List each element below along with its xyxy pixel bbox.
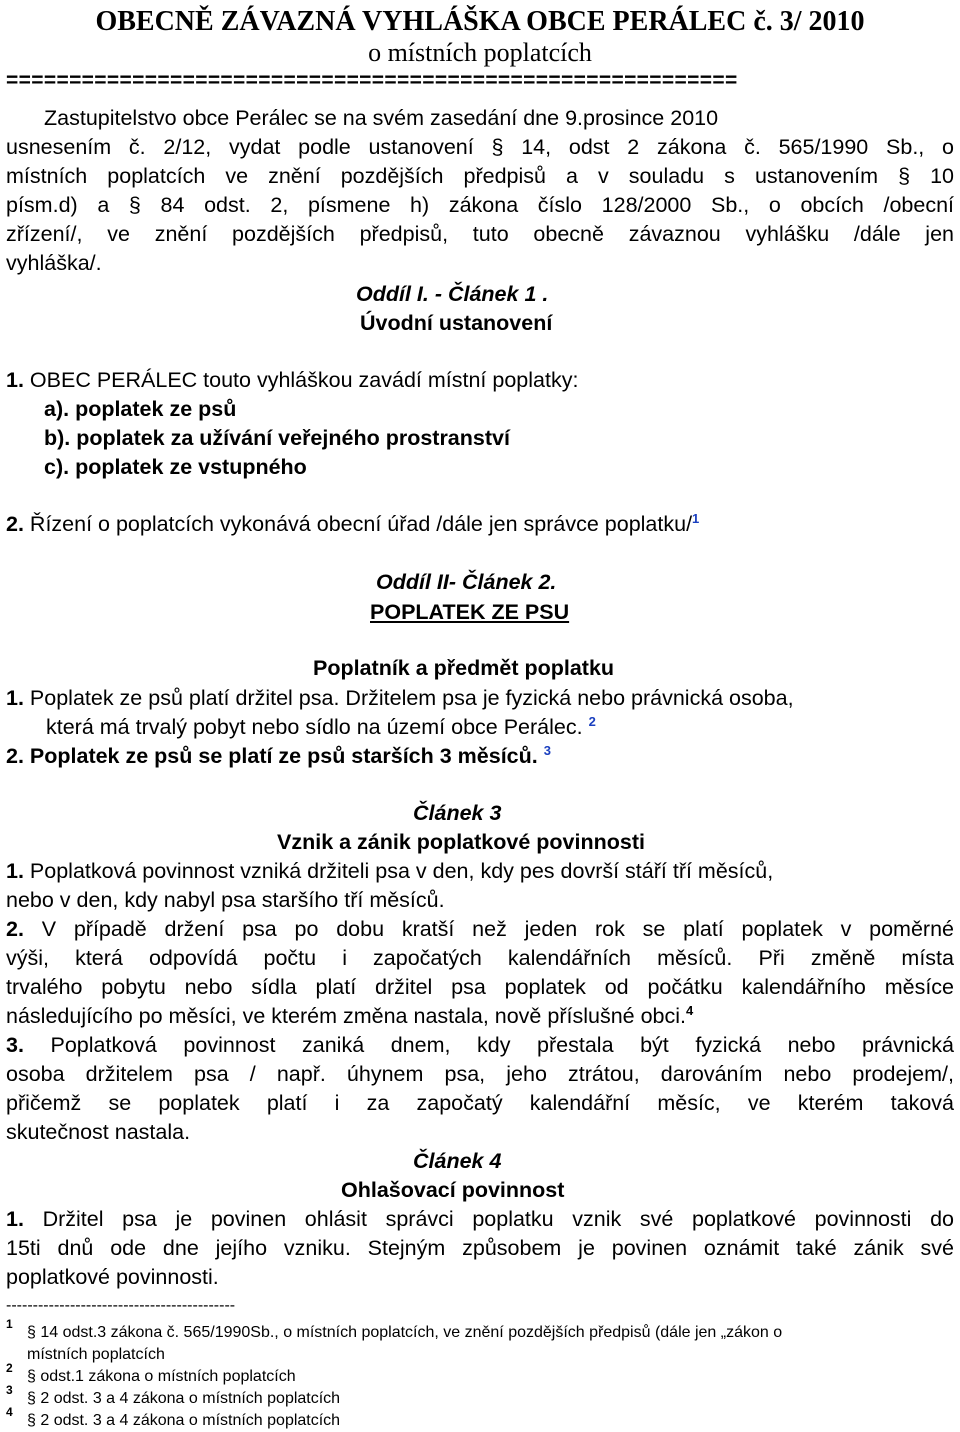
item-number: 1. xyxy=(6,1207,24,1231)
item-text: následujícího po měsíci, ve kterém změna nastala, nově příslušné obci. xyxy=(6,1004,686,1028)
article3-p2 xyxy=(6,919,954,941)
article3-heading: Článek 3 xyxy=(413,801,502,825)
section2-p1 xyxy=(6,688,794,710)
item-number: 2. xyxy=(6,917,24,941)
title-rule: ========================================================== xyxy=(6,69,738,92)
preamble-line: zřízení/, ve znění pozdějších předpisů, tuto obecně závaznou vyhlášku /dále jen xyxy=(6,222,954,246)
section2-p1-line2 xyxy=(46,714,596,739)
fee-item-a: a). poplatek ze psů xyxy=(44,397,237,421)
section2-heading: Oddíl II- Článek 2. xyxy=(376,570,557,594)
footnote-ref[interactable]: 1 xyxy=(692,511,700,526)
footnote-ref[interactable]: 2 xyxy=(588,714,596,729)
preamble-line: vyhláška/. xyxy=(6,251,102,275)
item-text: 2. Poplatek ze psů se platí ze psů starších 3 měsíců. xyxy=(6,744,544,768)
item-number: 1. xyxy=(6,686,24,710)
document-subtitle: o místních poplatcích xyxy=(368,38,592,67)
item-text: která má trvalý pobyt nebo sídlo na území obce Perálec. xyxy=(46,715,589,739)
section2-p2 xyxy=(6,743,551,768)
article4-p1-line: poplatkové povinnosti. xyxy=(6,1265,219,1289)
footnote-number: 3 xyxy=(6,1383,13,1397)
article3-subheading: Vznik a zánik poplatkové povinnosti xyxy=(277,830,645,854)
footnote-text: § 14 odst.3 zákona č. 565/1990Sb., o místních poplatcích, ve znění pozdějších předpisů (dále jen „zákon o xyxy=(27,1324,783,1341)
footnote-ref[interactable]: 4 xyxy=(686,1003,694,1018)
document-title: OBECNĚ ZÁVAZNÁ VYHLÁŠKA OBCE PERÁLEC č. 3/ 2010 xyxy=(95,6,865,37)
footnote-ref[interactable]: 3 xyxy=(543,743,551,758)
article3-p3-line: skutečnost nastala. xyxy=(6,1120,191,1144)
item-text: Poplatek ze psů platí držitel psa. xyxy=(23,686,340,710)
fee-item-c: c). poplatek ze vstupného xyxy=(44,455,307,479)
article3-p2-line: trvalého pobytu nebo sídla platí držitel psa poplatek od počátku kalendářního měsíce xyxy=(6,975,954,999)
article3-p1-line: nebo v den, kdy nabyl psa staršího tří měsíců. xyxy=(6,888,445,912)
section2-title: POPLATEK ZE PSU xyxy=(370,600,570,624)
article4-p1-line: 15ti dnů ode dne jejího vzniku. Stejným způsobem je povinen oznámit také zánik své xyxy=(6,1236,954,1260)
item-text: OBEC PERÁLEC touto vyhláškou zavádí místní poplatky: xyxy=(23,368,579,392)
article4-p1 xyxy=(6,1209,954,1231)
article3-p3-line: osoba držitelem psa / např. úhynem psa, jeho ztrátou, darováním nebo prodejem/, xyxy=(6,1062,954,1086)
footnote-number: 4 xyxy=(6,1405,13,1419)
item-text: Řízení o poplatcích vykonává obecní úřad /dále jen správce poplatku/ xyxy=(23,512,693,536)
article4-subheading: Ohlašovací povinnost xyxy=(341,1178,565,1202)
section1-item2 xyxy=(6,511,700,536)
footnote-text: § odst.1 zákona o místních poplatcích xyxy=(27,1368,296,1385)
preamble-line: Zastupitelstvo obce Perálec se na svém zasedání dne 9.prosince 2010 xyxy=(44,106,719,130)
article3-p3-line: přičemž se poplatek platí i za započatý kalendářní měsíc, ve kterém taková xyxy=(6,1091,954,1115)
item-text: Poplatková povinnost zaniká dnem, kdy přestala být fyzická nebo právnická xyxy=(23,1033,954,1057)
footnote-text: § 2 odst. 3 a 4 zákona o místních poplatcích xyxy=(27,1412,341,1429)
article3-p2-line: výši, která odpovídá počtu i započatých kalendářních měsíců. Při změně místa xyxy=(6,946,954,970)
article3-p1 xyxy=(6,861,773,883)
preamble-line: místních poplatcích ve znění pozdějších předpisů a v souladu s ustanovením § 10 xyxy=(6,164,954,188)
section1-heading: Oddíl I. - Článek 1 . xyxy=(356,282,549,306)
item-number: 2. xyxy=(6,512,24,536)
footnote-text: místních poplatcích xyxy=(27,1346,165,1363)
item-number: 1. xyxy=(6,368,24,392)
item-number: 3. xyxy=(6,1033,24,1057)
section1-item1 xyxy=(6,370,578,392)
preamble-line: písm.d) a § 84 odst. 2, písmene h) zákona číslo 128/2000 Sb., o obcích /obecní xyxy=(6,193,954,217)
footnote-number: 2 xyxy=(6,1361,13,1375)
article4-heading: Článek 4 xyxy=(413,1149,502,1173)
item-text: Poplatková povinnost vzniká držiteli psa v den, kdy pes dovrší stáří tří měsíců, xyxy=(23,859,774,883)
item-text: Držitel psa je povinen ohlásit správci poplatku vznik své poplatkové povinnosti do xyxy=(23,1207,954,1231)
section2-subheading: Poplatník a předmět poplatku xyxy=(313,656,615,680)
footnote-number: 1 xyxy=(6,1317,13,1331)
footnote-text: § 2 odst. 3 a 4 zákona o místních poplatcích xyxy=(27,1390,341,1407)
fee-item-b: b). poplatek za užívání veřejného prostranství xyxy=(44,426,510,450)
item-text: Držitelem psa je fyzická nebo právnická osoba, xyxy=(339,686,794,710)
preamble-line: usnesením č. 2/12, vydat podle ustanovení § 14, odst 2 zákona č. 565/1990 Sb., o xyxy=(6,135,954,159)
item-number: 1. xyxy=(6,859,24,883)
footnote-separator: ------------------------------------------- xyxy=(6,1297,236,1314)
article3-p3 xyxy=(6,1035,954,1057)
article3-p2-line xyxy=(6,1003,694,1028)
section1-subheading: Úvodní ustanovení xyxy=(360,311,553,335)
item-text: V případě držení psa po dobu kratší než jeden rok se platí poplatek v poměrné xyxy=(23,917,954,941)
